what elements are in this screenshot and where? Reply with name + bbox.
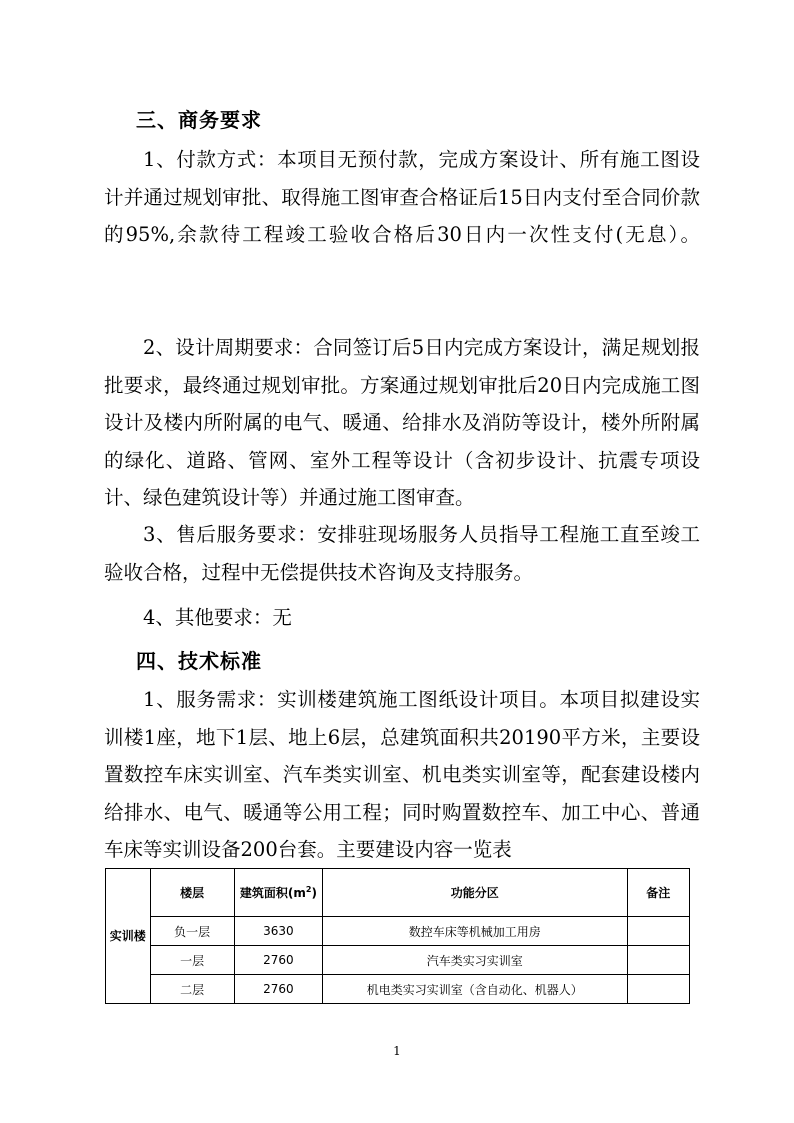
table-header-row (106, 869, 690, 917)
cell-function: 汽车类实习实训室 (323, 946, 628, 975)
cell-note (627, 946, 689, 975)
payment-paragraph: 1、付款方式：本项目无预付款，完成方案设计、所有施工图设计并通过规划审批、取得施工图审查合格证后15日内支付至合同价款的95%,余款待工程竣工验收合格后30日内一次性支付(无息）。 (104, 148, 700, 246)
cell-floor: 负一层 (150, 917, 234, 946)
service-demand-paragraph: 1、服务需求：实训楼建筑施工图纸设计项目。本项目拟建设实训楼1座，地下1层、地上6层，总建筑面积共20190平方米，主要设置数控车床实训室、汽车类实训室、机电类实训室等，配套建设楼内给排水、电气、暖通等公用工程；同时购置数控车、加工中心、普通车床等实训设备200台套。主要建设内容一览表 (104, 688, 700, 861)
header-area: 建筑面积$(m^2)$ (234, 869, 322, 917)
cell-floor: 一层 (150, 946, 234, 975)
cell-note (627, 975, 689, 1004)
section-heading-business: 三、商务要求 (136, 108, 262, 132)
cell-floor: 二层 (150, 975, 234, 1004)
cell-area: 2760 (234, 975, 322, 1004)
side-label-training-building: 实训楼 (106, 869, 151, 1004)
other-requirements-paragraph: 4、其他要求：无 (143, 606, 292, 629)
table-row (106, 917, 690, 946)
cell-function: 数控车床等机械加工用房 (323, 917, 628, 946)
design-period-paragraph: 2、设计周期要求：合同签订后5日内完成方案设计，满足规划报批要求，最终通过规划审批。方案通过规划审批后20日内完成施工图设计及楼内所附属的电气、暖通、给排水及消防等设计，楼外所附属的绿化、道路、管网、室外工程等设计（含初步设计、抗震专项设计、绿色建筑设计等）并通过施工图审查。 (104, 336, 700, 509)
header-note: 备注 (627, 869, 689, 917)
cell-area: 2760 (234, 946, 322, 975)
header-floor: 楼层 (150, 869, 234, 917)
table-row (106, 946, 690, 975)
cell-area: 3630 (234, 917, 322, 946)
section-heading-technical: 四、技术标准 (136, 649, 262, 673)
cell-function: 机电类实习实训室（含自动化、机器人） (323, 975, 628, 1004)
page-number: 1 (393, 1044, 401, 1058)
cell-note (627, 917, 689, 946)
table-row (106, 975, 690, 1004)
construction-content-table (105, 868, 690, 1004)
header-function: 功能分区 (323, 869, 628, 917)
after-sales-paragraph: 3、售后服务要求：安排驻现场服务人员指导工程施工直至竣工验收合格，过程中无偿提供技术咨询及支持服务。 (104, 523, 700, 584)
